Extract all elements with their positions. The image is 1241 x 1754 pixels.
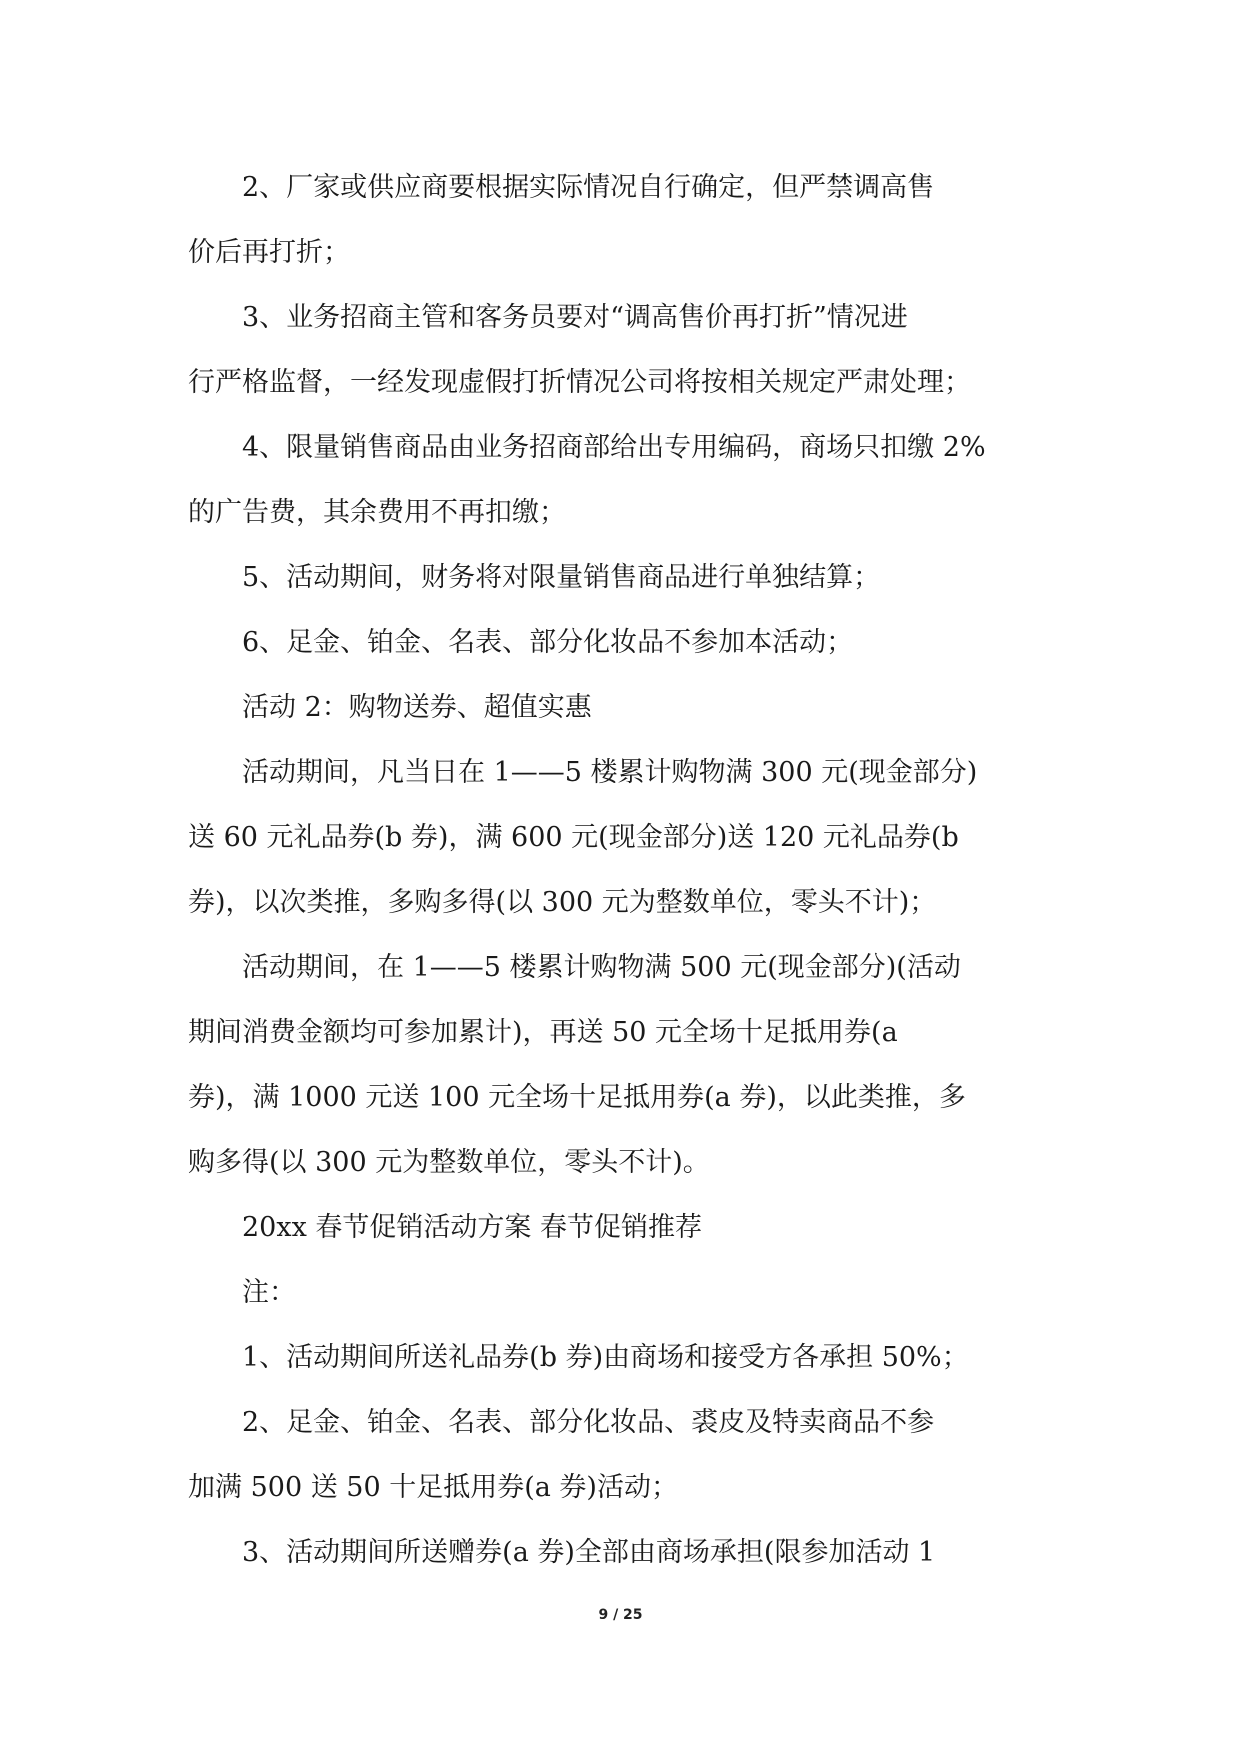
text-line: 3、业务招商主管和客务员要对“调高售价再打折”情况进 (242, 302, 908, 333)
text-line: 行严格监督，一经发现虚假打折情况公司将按相关规定严肃处理； (188, 367, 971, 398)
text-line: 活动期间，在 1——5 楼累计购物满 500 元(现金部分)(活动 (242, 952, 961, 983)
text-line: 券)，满 1000 元送 100 元全场十足抵用券(a 券)，以此类推，多 (188, 1082, 966, 1113)
text-line: 3、活动期间所送赠券(a 券)全部由商场承担(限参加活动 1 (242, 1537, 936, 1568)
text-line: 5、活动期间，财务将对限量销售商品进行单独结算； (242, 562, 881, 593)
text-line: 6、足金、铂金、名表、部分化妆品不参加本活动； (242, 627, 854, 658)
text-line: 价后再打折； (188, 237, 350, 268)
text-line: 2、足金、铂金、名表、部分化妆品、裘皮及特卖商品不参 (242, 1407, 935, 1438)
document-body (188, 155, 1058, 1585)
page-number: 9 / 25 (598, 1607, 643, 1623)
text-line: 券)，以次类推，多购多得(以 300 元为整数单位，零头不计)； (188, 887, 937, 918)
text-line: 20xx 春节促销活动方案 春节促销推荐 (242, 1212, 702, 1243)
text-line: 期间消费金额均可参加累计)，再送 50 元全场十足抵用券(a (188, 1017, 898, 1048)
text-line: 送 60 元礼品券(b 券)，满 600 元(现金部分)送 120 元礼品券(b (188, 822, 959, 853)
text-line: 的广告费，其余费用不再扣缴； (188, 497, 566, 528)
text-line: 加满 500 送 50 十足抵用券(a 券)活动； (188, 1472, 678, 1503)
text-line: 2、厂家或供应商要根据实际情况自行确定，但严禁调高售 (242, 172, 935, 203)
text-line: 活动期间，凡当日在 1——5 楼累计购物满 300 元(现金部分) (242, 757, 978, 788)
text-line: 购多得(以 300 元为整数单位，零头不计)。 (188, 1147, 710, 1178)
text-line: 4、限量销售商品由业务招商部给出专用编码，商场只扣缴 2% (242, 432, 986, 463)
text-line: 注： (242, 1277, 296, 1308)
text-line: 活动 2：购物送券、超值实惠 (242, 692, 592, 723)
text-line: 1、活动期间所送礼品券(b 券)由商场和接受方各承担 50%； (242, 1342, 969, 1373)
